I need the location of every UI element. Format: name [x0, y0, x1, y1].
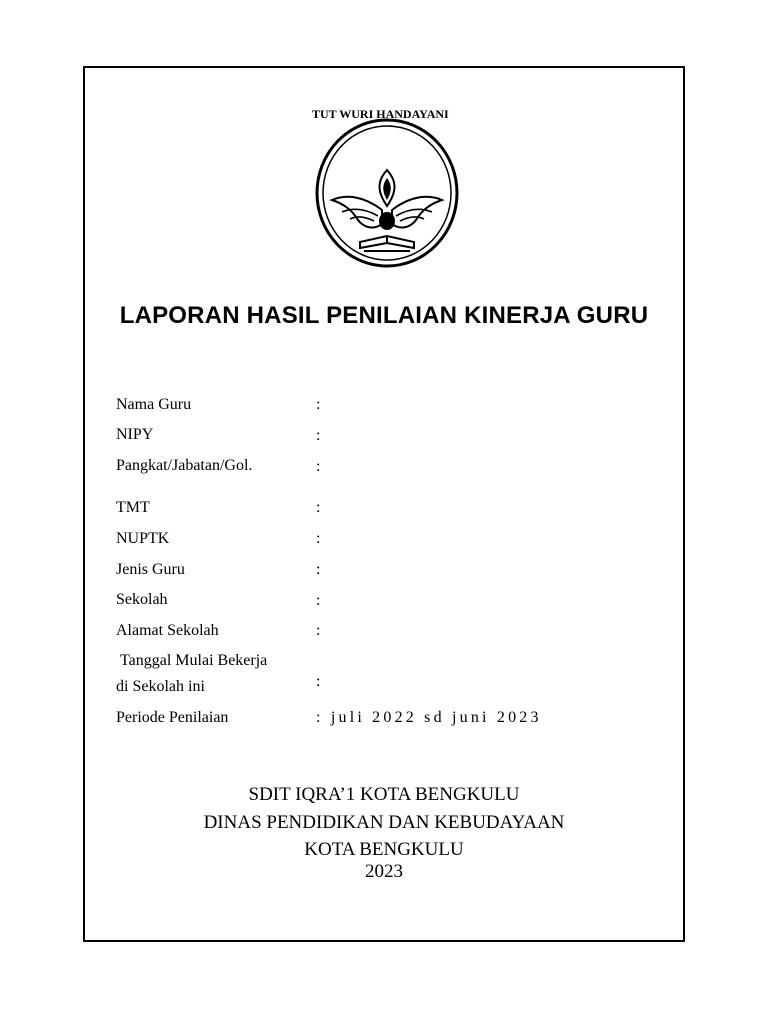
field-value-alamat-sekolah: : — [316, 622, 321, 639]
field-value-jenis-guru: : — [316, 561, 321, 578]
field-value-sekolah: : — [316, 592, 321, 609]
field-label-alamat-sekolah: Alamat Sekolah — [116, 622, 219, 639]
field-label-tanggal-mulai-line1: Tanggal Mulai Bekerja — [120, 652, 268, 669]
field-value-nuptk: : — [316, 530, 321, 547]
footer-agency: DINAS PENDIDIKAN DAN KEBUDAYAAN — [203, 812, 565, 833]
field-label-nuptk: NUPTK — [116, 530, 170, 547]
field-value-tanggal-mulai: : — [316, 673, 321, 690]
document-title: LAPORAN HASIL PENILAIAN KINERJA GURU — [119, 302, 649, 329]
field-label-nama-guru: Nama Guru — [116, 396, 192, 413]
field-label-periode-penilaian: Periode Penilaian — [116, 709, 229, 726]
footer-city: KOTA BENGKULU — [304, 839, 464, 860]
footer-school-name: SDIT IQRA’1 KOTA BENGKULU — [248, 784, 520, 805]
logo-text: TUT WURI HANDAYANI — [312, 107, 449, 121]
field-label-sekolah: Sekolah — [116, 591, 168, 608]
field-label-tanggal-mulai-line2: di Sekolah ini — [116, 678, 205, 695]
footer-year: 2023 — [365, 861, 403, 882]
field-value-tmt: : — [316, 499, 321, 516]
field-value-nipy: : — [316, 427, 321, 444]
field-label-pangkat: Pangkat/Jabatan/Gol. — [116, 457, 253, 474]
field-label-jenis-guru: Jenis Guru — [116, 561, 185, 578]
field-value-pangkat: : — [316, 458, 321, 475]
field-label-tmt: TMT — [116, 499, 150, 516]
field-value-periode-penilaian: : juli 2022 sd juni 2023 — [316, 709, 542, 726]
tut-wuri-handayani-logo-icon — [312, 107, 462, 268]
field-value-nama-guru: : — [316, 396, 321, 413]
field-label-nipy: NIPY — [116, 426, 154, 443]
